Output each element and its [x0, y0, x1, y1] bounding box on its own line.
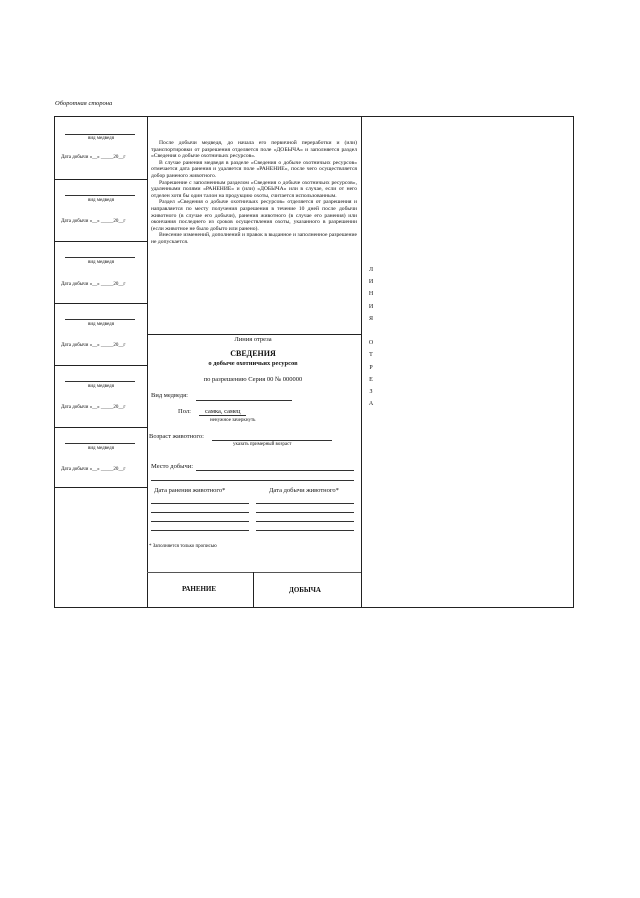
stub-species-label: вид медведя	[87, 384, 115, 389]
report-subtitle: о добыче охотничьих ресурсов	[208, 360, 298, 367]
instruction-paragraph: Разрешение с заполненным разделом «Сведения о добыче охотничьих ресурсов», удаленными полями «РАНЕНИЕ» и (или) «ДОБЫЧА» или в случае, если от него отделен хотя бы один талон на продукцию охоты, считается использованным.	[151, 179, 357, 199]
cut-line-vertical-label	[366, 264, 376, 410]
cut-letter: О	[368, 340, 374, 347]
sex-hint: ненужное зачеркнуть	[210, 418, 256, 423]
footnote: * Заполняется только прописью	[149, 544, 217, 549]
stub-date: Дата добычи «__» _____20__г	[61, 282, 126, 287]
stub-date: Дата добычи «__» _____20__г	[61, 405, 126, 410]
cut-letter: И	[368, 303, 374, 310]
place-field-line-2[interactable]	[151, 480, 354, 481]
coupon-wound[interactable]: РАНЕНИЕ	[181, 585, 217, 593]
coupons-top-line	[147, 572, 361, 573]
stub-date: Дата добычи «__» _____20__г	[61, 219, 126, 224]
report-title: СВЕДЕНИЯ	[230, 349, 276, 358]
place-field[interactable]	[196, 470, 354, 471]
cut-letter: Р	[369, 364, 373, 371]
coupon-kill[interactable]: ДОБЫЧА	[289, 586, 321, 594]
wound-date-header: Дата ранения животного*	[154, 487, 226, 494]
age-hint: указать примерный возраст	[233, 442, 292, 447]
cut-letter: А	[368, 401, 374, 408]
instruction-paragraph: В случае ранения медведя в разделе «Сведения о добыче охотничьих ресурсов» отмечается дата ранения и удаляется поле «РАНЕНИЕ», после чего осуществляется добор раненого животного.	[151, 159, 357, 179]
stub-5	[55, 365, 147, 427]
wound-date-line[interactable]	[151, 512, 249, 513]
stub-2	[55, 179, 147, 241]
stub-species-label: вид медведя	[87, 260, 115, 265]
cut-letter: Н	[368, 291, 374, 298]
sex-label: Пол:	[178, 408, 191, 415]
instruction-paragraph: После добычи медведя, до начала его первичной переработки и (или) транспортировки от разрешения отделяется поле «ДОБЫЧА» и заполняется раздел «Сведения о добыче охотничьих ресурсов».	[151, 140, 357, 160]
instruction-paragraph: Раздел «Сведения о добыче охотничьих ресурсов» отделяется от разрешения и направляется по месту получения разрешения в течение 10 дней после добычи животного (в случае его добычи), ранения животного (в случае его ранения) или окончания последнего из сроков осуществления охоты, указанного в разрешении (если животное не было добыто или ранено).	[151, 199, 357, 232]
stub-species-label: вид медведя	[87, 446, 115, 451]
stub-date: Дата добычи «__» _____20__г	[61, 467, 126, 472]
cut-letter: Т	[369, 352, 373, 359]
stub-date: Дата добычи «__» _____20__г	[61, 343, 126, 348]
kill-date-line[interactable]	[256, 521, 354, 522]
cut-letter: Е	[369, 376, 373, 383]
species-label: Вид медведя:	[151, 392, 188, 399]
wound-date-line[interactable]	[151, 503, 249, 504]
permit-reference: по разрешению Серия 00 № 000000	[203, 376, 303, 383]
place-label: Место добычи:	[151, 463, 194, 470]
wound-date-line[interactable]	[151, 521, 249, 522]
wound-date-line[interactable]	[151, 530, 249, 531]
cut-letter: З	[369, 389, 373, 396]
report-cut-line	[147, 334, 361, 335]
cut-letter: Я	[368, 315, 373, 322]
stub-1	[55, 117, 147, 179]
stub-date: Дата добычи «__» _____20__г	[61, 155, 126, 160]
cut-letter: Л	[368, 267, 374, 273]
sex-options[interactable]: самка, самец	[199, 408, 246, 416]
instruction-paragraph: Внесение изменений, дополнений и правок в выданное и заполненное разрешение не допускается.	[151, 232, 357, 245]
stub-species-label: вид медведя	[87, 198, 115, 203]
page-side-label: Оборотная сторона	[55, 100, 113, 107]
instructions-block	[151, 140, 357, 246]
kill-date-header: Дата добычи животного*	[269, 487, 339, 494]
stub-4	[55, 303, 147, 365]
cut-letter: И	[368, 279, 374, 286]
species-field[interactable]	[196, 400, 292, 401]
stub-3	[55, 241, 147, 303]
kill-date-line[interactable]	[256, 512, 354, 513]
stub-species-label: вид медведя	[87, 136, 115, 141]
age-field[interactable]	[212, 440, 332, 441]
kill-date-line[interactable]	[256, 503, 354, 504]
stub-species-label: вид медведя	[87, 322, 115, 327]
cut-line-label: Линия отреза	[234, 336, 272, 343]
age-label: Возраст животного:	[149, 433, 204, 440]
kill-date-line[interactable]	[256, 530, 354, 531]
stub-6	[55, 427, 147, 489]
cut-column-divider	[361, 117, 362, 607]
